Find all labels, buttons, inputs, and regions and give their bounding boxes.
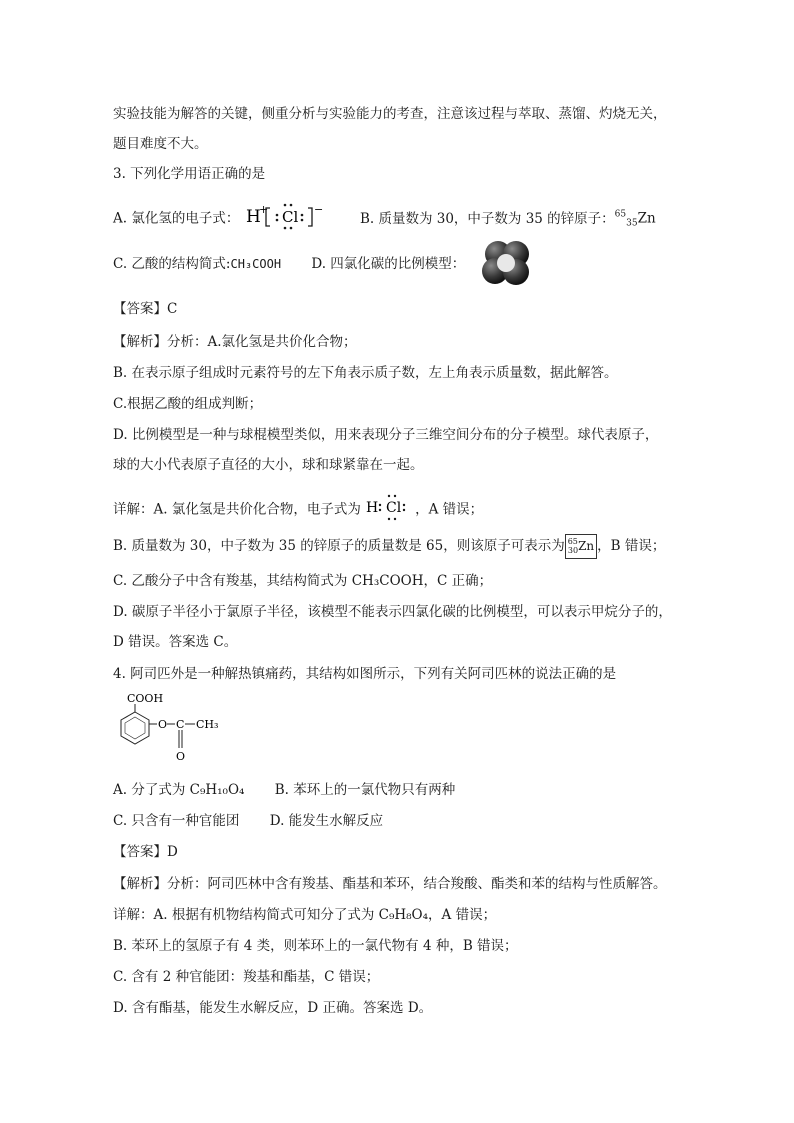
q3-analysis-d-line1: D. 比例模型是一种与球棍模型类似，用来表现分子三维空间分布的分子模型。球代表原子， — [113, 427, 659, 443]
hcl-ionic-electron-formula — [244, 201, 334, 237]
q3-analysis-d-line2: 球的大小代表原子直径的大小，球和球紧靠在一起。 — [113, 457, 424, 473]
structure-carbonyl-o: O — [176, 750, 186, 763]
q3-detail-c: C. 乙酸分子中含有羧基，其结构简式为 CH₃COOH，C 正确； — [113, 573, 493, 589]
option-b-mass-number: 65 — [614, 209, 627, 220]
question-4-answer: 【答案】D — [113, 844, 178, 860]
detail-b-mass: 65 — [567, 537, 578, 546]
q4-option-d: D. 能发生水解反应 — [269, 813, 384, 829]
q3-analysis-b: B. 在表示原子组成时元素符号的左下角表示质子数，左上角表示质量数，据此解答。 — [113, 365, 618, 381]
structure-ch3: CH₃ — [196, 718, 219, 731]
hcl-covalent-electron-formula — [365, 492, 415, 528]
option-a-text: A. 氯化氢的电子式： — [113, 210, 240, 227]
question-4-options-cd — [113, 811, 383, 831]
ccl4-space-filling-model-image — [478, 238, 536, 292]
q3-analysis-head: 【解析】分析：A.氯化氢是共价化合物； — [113, 334, 357, 350]
q4-option-c: C. 只含有一种官能团 — [113, 813, 240, 829]
q4-option-b: B. 苯环上的一氯代物只有两种 — [274, 782, 456, 798]
q4-detail-c: C. 含有 2 种官能团：羧基和酯基，C 错误； — [113, 969, 380, 985]
option-d-text: D. 四氯化碳的比例模型： — [311, 256, 466, 272]
structure-ester-o: O — [158, 718, 168, 731]
option-b-symbol: Zn — [637, 210, 656, 227]
question-3-answer: 【答案】C — [113, 301, 178, 317]
option-c-text: C. 乙酸的结构简式: — [113, 256, 231, 272]
detail-formula-cl: Cl — [386, 500, 402, 516]
prev-text-line-2: 题目难度不大。 — [113, 136, 208, 152]
question-3-option-c — [113, 254, 465, 274]
question-3-option-a — [113, 201, 656, 237]
q4-detail-b: B. 苯环上的氢原子有 4 类，则苯环上的一氯代物有 4 种，B 错误； — [113, 938, 518, 954]
q4-detail-d: D. 含有酯基，能发生水解反应，D 正确。答案选 D。 — [113, 1000, 433, 1016]
question-3-stem: 3. 下列化学用语正确的是 — [113, 166, 266, 182]
detail-a-suffix: ，A 错误； — [415, 501, 484, 518]
prev-text-line-1: 实验技能为解答的关键，侧重分析与实验能力的考查，注意该过程与萃取、蒸馏、灼烧无关， — [113, 106, 667, 122]
detail-b-suffix: ，B 错误； — [597, 538, 666, 554]
zn-isotope-box — [565, 534, 597, 559]
q4-option-a: A. 分了式为 C₉H₁₀O₄ — [113, 782, 245, 798]
detail-b-text: B. 质量数为 30，中子数为 35 的锌原子的质量数是 65，则该原子可表示为 — [113, 538, 565, 554]
q3-analysis-c: C.根据乙酸的组成判断； — [113, 396, 263, 412]
structure-carbonyl-c: C — [176, 718, 185, 731]
aspirin-structure-diagram — [113, 690, 238, 772]
detail-b-z: 30 — [567, 546, 579, 555]
option-c-formula: CH₃COOH — [230, 257, 282, 271]
formula-plus: + — [258, 203, 268, 216]
detail-formula-h: H — [366, 500, 379, 516]
detail-a-text: 详解：A. 氯化氢是共价化合物，电子式为 — [113, 501, 361, 518]
q4-detail-a: 详解：A. 根据有机物结构简式可知分了式为 C₉H₈O₄，A 错误； — [113, 907, 497, 923]
formula-cl: Cl — [281, 208, 298, 226]
q3-detail-d-line1: D. 碳原子半径小于氯原子半径，该模型不能表示四氯化碳的比例模型，可以表示甲烷分子的， — [113, 604, 672, 620]
q3-detail-d-line2: D 错误。答案选 C。 — [113, 634, 238, 650]
q3-detail-a — [113, 492, 483, 528]
option-b-atomic-number: 35 — [626, 218, 638, 229]
detail-b-symbol: Zn — [578, 539, 595, 553]
question-4-stem: 4. 阿司匹外是一种解热镇痛药，其结构如图所示，下列有关阿司匹林的说法正确的是 — [113, 666, 617, 682]
q4-analysis: 【解析】分析：阿司匹林中含有羧基、酯基和苯环，结合羧酸、酯类和苯的结构与性质解答。 — [113, 876, 667, 892]
structure-cooh: COOH — [127, 692, 164, 705]
question-4-options-ab — [113, 780, 455, 800]
formula-h: H — [245, 207, 261, 227]
q3-detail-b — [113, 534, 665, 559]
option-b-text: B. 质量数为 30，中子数为 35 的锌原子： — [359, 210, 615, 227]
formula-minus: − — [313, 203, 323, 216]
